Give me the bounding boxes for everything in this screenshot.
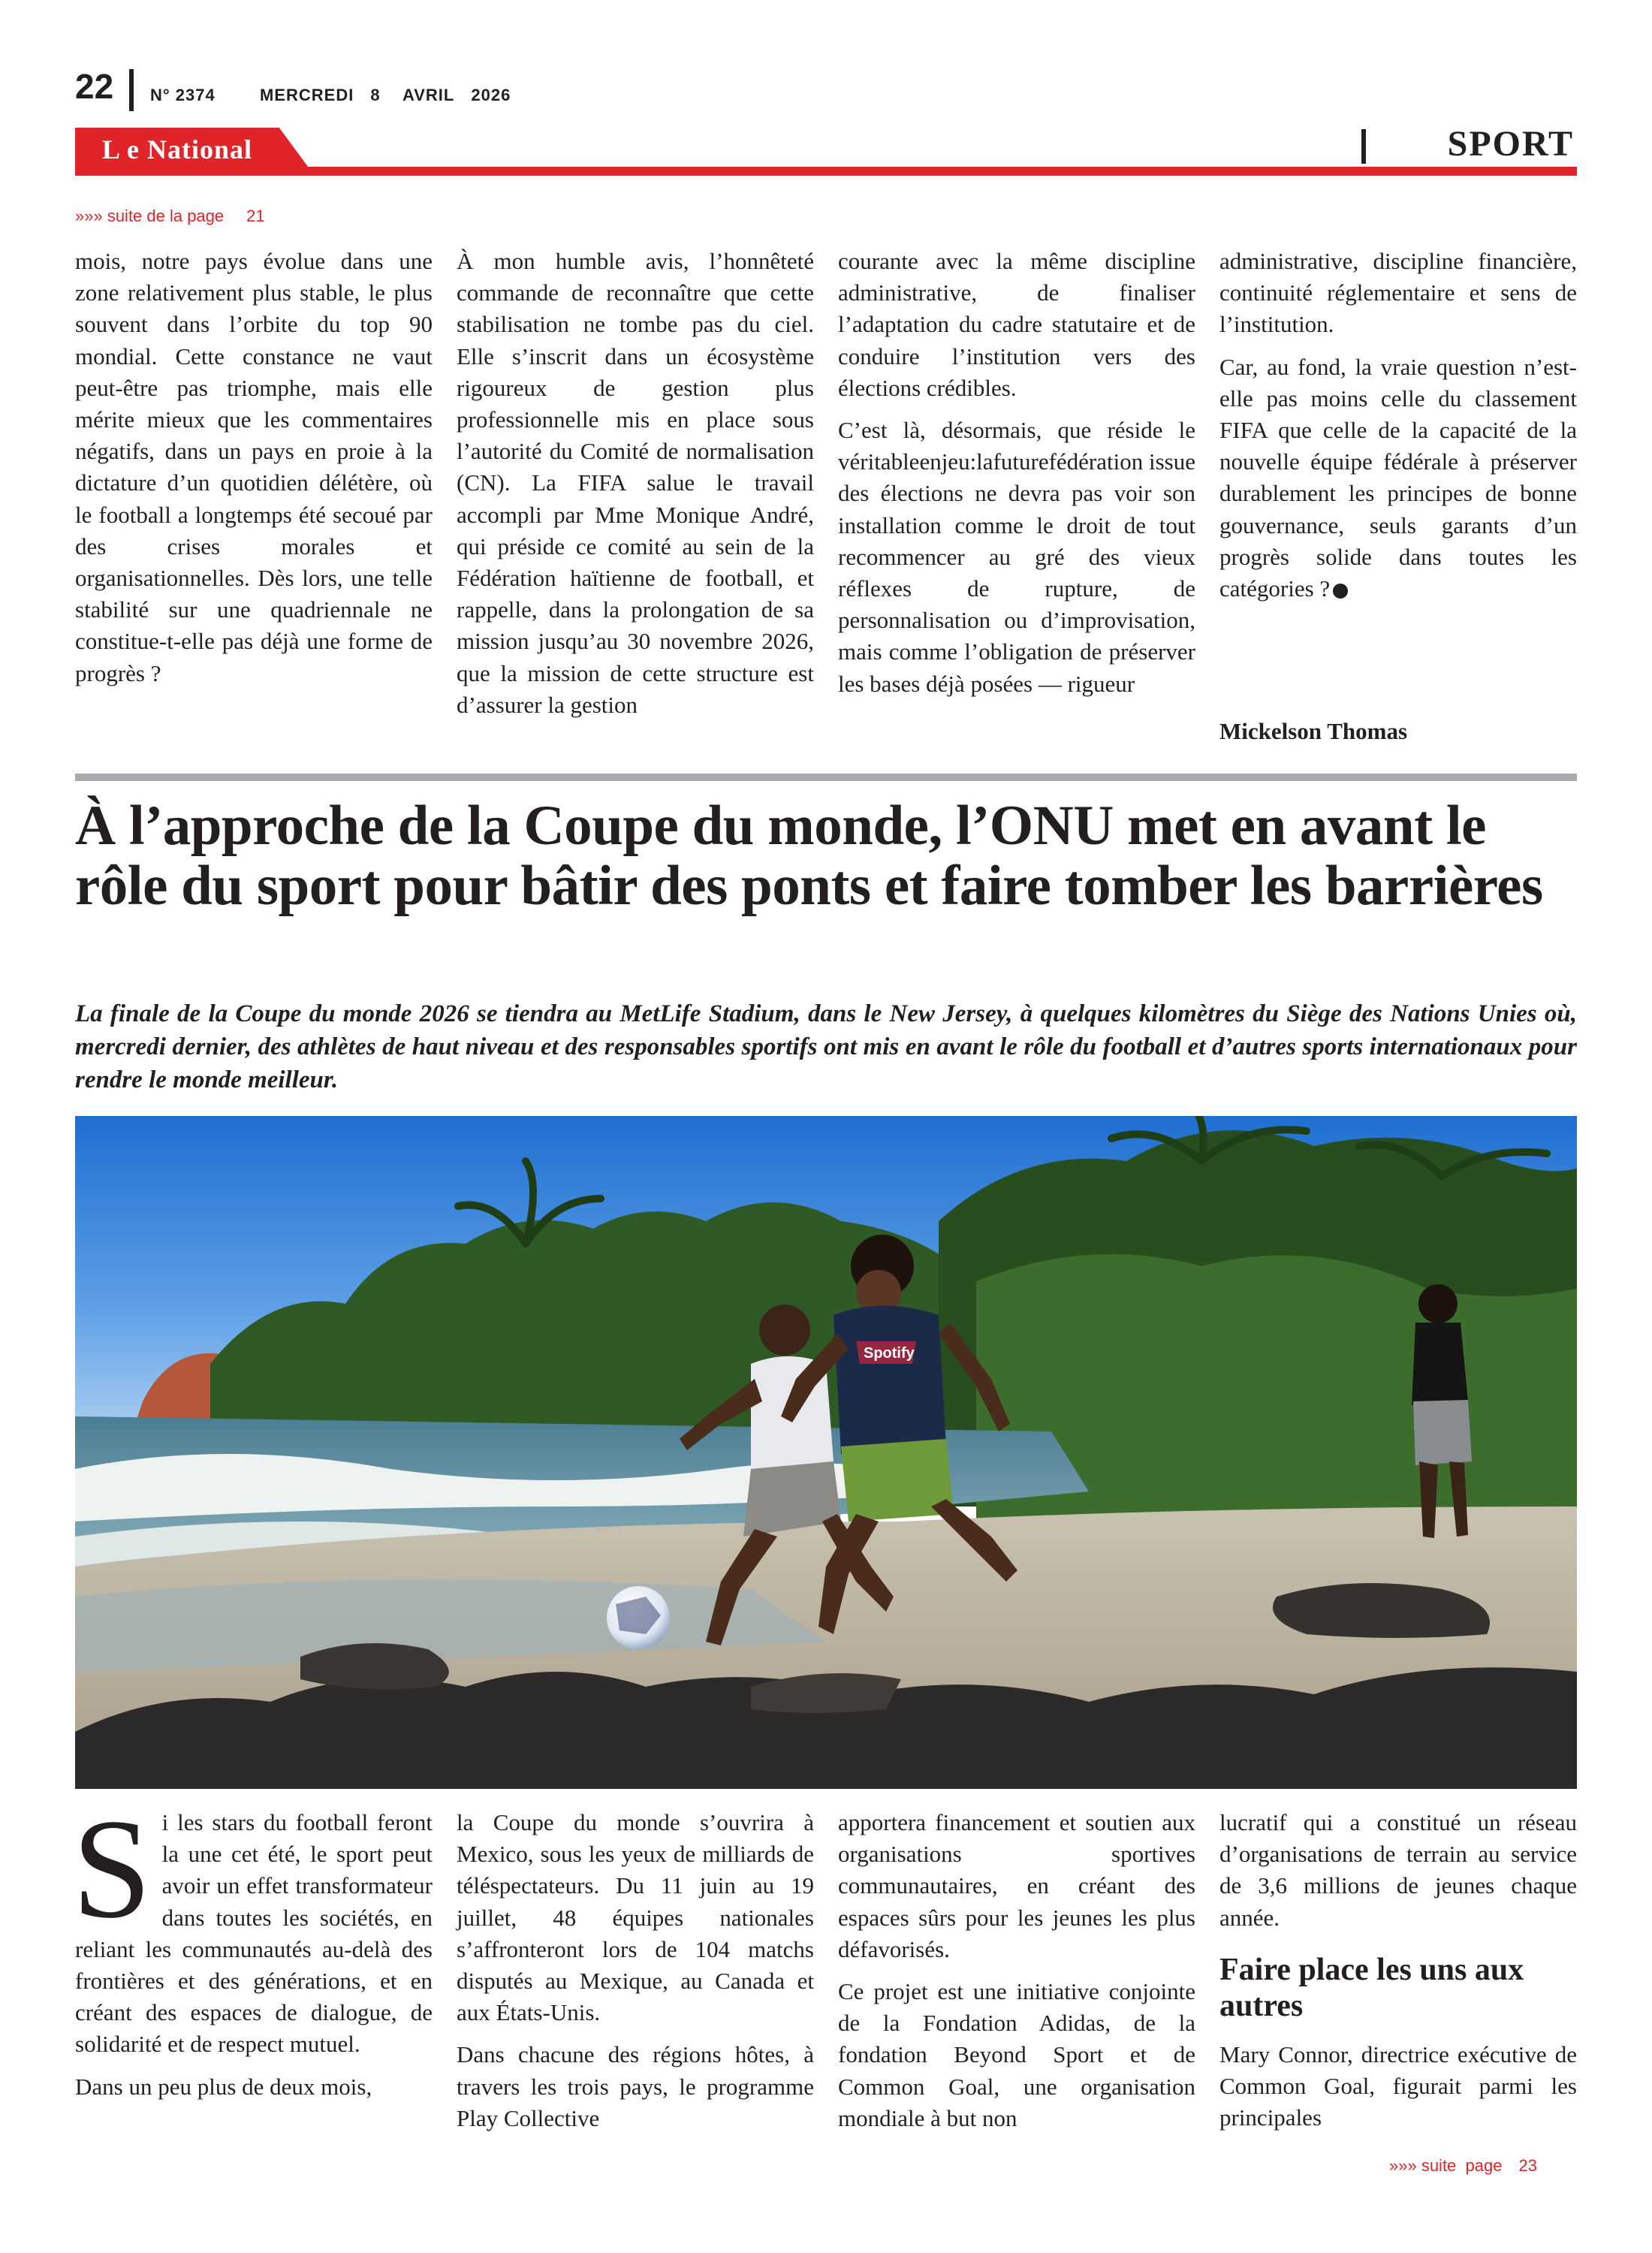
paper-name: L e National xyxy=(102,134,253,164)
byline: Mickelson Thomas xyxy=(1219,718,1408,744)
paragraph: Ce projet est une initiative conjointe de la Fondation Adidas, de la fondation Beyond Sport et de Common Goal, une organisation mondiale à but non xyxy=(838,1978,1195,2131)
continued-to[interactable] xyxy=(1389,2155,1537,2176)
date-weekday: MERCREDI xyxy=(260,86,354,104)
header-divider xyxy=(129,69,134,111)
continued-from[interactable] xyxy=(75,206,265,227)
paragraph: Dans un peu plus de deux mois, xyxy=(75,2073,372,2100)
paragraph: apportera financement et soutien aux organisations sportives communautaires, en créant des espaces sûrs pour les jeunes les plus défavorisés. xyxy=(838,1809,1195,1962)
paragraph: lucratif qui a constitué un réseau d’organisations de terrain au service de 3,6 millions de jeunes chaque année. xyxy=(1219,1809,1577,1931)
prev-article-column-2 xyxy=(457,246,814,721)
paragraph: la Coupe du monde s’ouvrira à Mexico, sous les yeux de milliards de téléspectateurs. Du 11 juin au 19 juillet, 48 équipes nationales s’affronteront lors de 104 matchs disputés au Mexique, au Canada et aux États-Unis. xyxy=(457,1809,814,2026)
paragraph: Dans chacune des régions hôtes, à travers les trois pays, le programme Play Collective xyxy=(457,2041,814,2131)
paragraph: C’est là, désormais, que réside le véritableenjeu:lafuturefédération issue des élections ne devra pas voir son installation comme le droit de tout recommencer au gré des vieux réflexes de rupture, de personnalisation ou d’improvisation, mais comme l’obligation de préserver les bases déjà posées — rigueur xyxy=(838,417,1195,697)
date-day-month: 8 AVRIL xyxy=(370,86,455,104)
continued-to-label: »»» suite page xyxy=(1389,2156,1503,2175)
shirt-sponsor-text: Spotify xyxy=(864,1345,915,1362)
article-standfirst: La finale de la Coupe du monde 2026 se tiendra au MetLife Stadium, dans le New Jersey, à quelques kilomètres du Siège des Nations Unies où, mercredi dernier, des athlètes de haut niveau et des responsables sportifs ont mis en avant le rôle du football et d’autres sports internationaux pour rendre le monde meilleur. xyxy=(75,1000,1577,1093)
end-of-article-icon xyxy=(1333,584,1348,599)
page-number: 22 xyxy=(75,67,114,106)
paragraph: administrative, discipline financière, continuité réglementaire et sens de l’institution. xyxy=(1219,248,1577,338)
article-subhead: Faire place les uns aux autres xyxy=(1219,1952,1524,2023)
article-separator xyxy=(75,774,1577,781)
prev-article-column-3 xyxy=(838,246,1195,700)
paragraph xyxy=(72,1790,433,2061)
article-headline: À l’approche de la Coupe du monde, l’ONU met en avant le rôle du sport pour bâtir des ponts et faire tomber les barrières xyxy=(75,795,1543,917)
prev-article-column-4 xyxy=(1219,246,1577,605)
continued-from-label: »»» suite de la page xyxy=(75,207,225,225)
article-column-4 xyxy=(1219,1807,1577,2134)
article-column-3 xyxy=(838,1807,1195,2134)
paragraph: À mon humble avis, l’honnêteté commande de reconnaître que cette stabilisation ne tombe pas du ciel. Elle s’inscrit dans un écosystème rigoureux de gestion plus professionnelle mis en place sous l’autorité du Comité de normalisation (CN). La FIFA salue le travail accompli par Mme Monique André, qui préside ce comité au sein de la Fédération haïtienne de football, et rappelle, dans la prolongation de sa mission jusqu’au 30 novembre 2026, que la mission de cette structure est d’assurer la gestion xyxy=(457,248,814,718)
continued-from-page: 21 xyxy=(246,207,265,225)
drop-cap: S xyxy=(72,1790,152,1948)
article-column-2 xyxy=(457,1807,814,2134)
paragraph xyxy=(1219,351,1577,605)
paragraph: Mary Connor, directrice exécutive de Common Goal, figurait parmi les principales xyxy=(1219,2040,1577,2131)
article-column-1 xyxy=(72,1790,433,2103)
issue-number: N° 2374 xyxy=(150,86,216,104)
section-label: SPORT xyxy=(1447,124,1574,164)
prev-article-column-1 xyxy=(75,246,433,689)
continued-to-page: 23 xyxy=(1518,2156,1537,2175)
date-year: 2026 xyxy=(471,86,511,104)
paragraph-text: Car, au fond, la vraie question n’est-elle pas moins celle du classement FIFA que celle de la capacité de la nouvelle équipe fédérale à préserver durablement les principes de bonne gouvernance, seuls garants d’un progrès solide dans toutes les catégories ? xyxy=(1219,353,1577,602)
section-divider xyxy=(1361,129,1366,164)
issue-date xyxy=(260,87,527,104)
paragraph: courante avec la même discipline administrative, de finaliser l’adaptation du cadre statutaire et de conduire l’institution vers des élections crédibles. xyxy=(838,248,1195,401)
paragraph-text: i les stars du football feront la une cet été, le sport peut avoir un effet transformateur dans toutes les sociétés, en reliant les communautés au-delà des frontières et des générations, et en créant des espaces de dialogue, de solidarité et de respect mutuel. xyxy=(75,1809,433,2058)
paragraph: mois, notre pays évolue dans une zone relativement plus stable, le plus souvent dans l’orbite du top 90 mondial. Cette constance ne vaut peut-être pas triomphe, mais elle mérite mieux que les commentaires négatifs, dans un pays en proie à la dictature d’un quotidien délétère, où le football a longtemps été secoué par des crises morales et organisationnelles. Dès lors, une telle stabilité sur une quadriennale ne constitue-t-elle pas déjà une forme de progrès ? xyxy=(75,248,433,686)
article-photo xyxy=(75,1116,1577,1789)
